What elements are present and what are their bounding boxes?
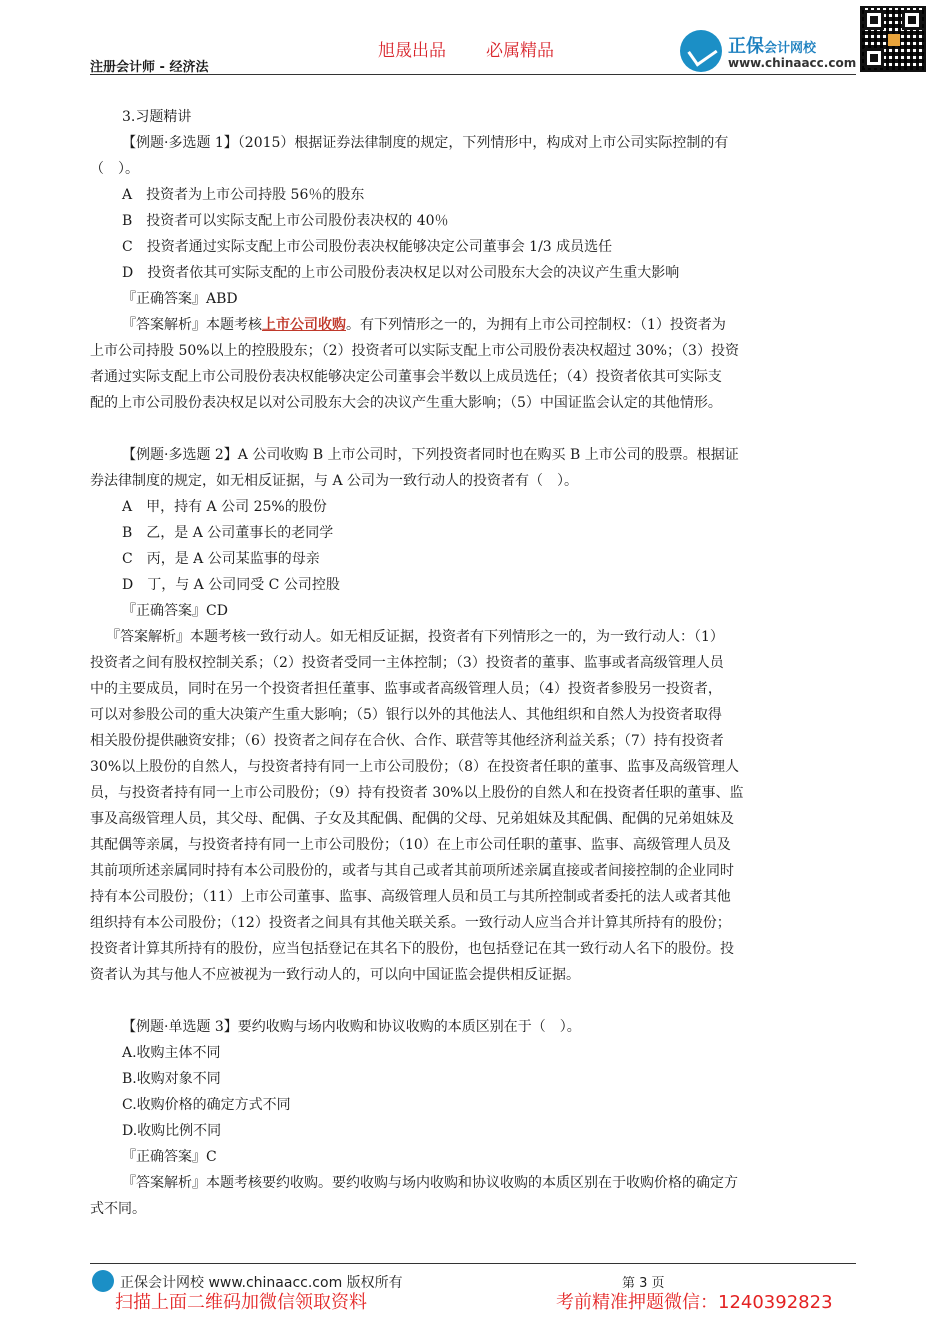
q1-analysis-line: 配的上市公司股份表决权足以对公司股东大会的决议产生重大影响；（5）中国证监会认定的其他情形。 — [90, 395, 722, 411]
q3-option-b: B.收购对象不同 — [122, 1071, 221, 1087]
qr-code-icon — [860, 6, 926, 72]
q2-analysis-line: 中的主要成员，同时在另一个投资者担任董事、监事或者高级管理人员；（4）投资者参股另一投资者， — [90, 681, 722, 697]
header-divider — [90, 74, 856, 75]
q1-option-d: D 投资者依其可实际支配的上市公司股份表决权足以对公司股东大会的决议产生重大影响 — [122, 265, 680, 281]
q2-analysis-line: 组织持有本公司股份；（12）投资者之间具有其他关联关系。一致行动人应当合并计算其所持有的股份； — [90, 915, 731, 931]
q2-analysis-line: 相关股份提供融资安排；（6）投资者之间存在合伙、合作、联营等其他经济利益关系；（7）持有投资者 — [90, 733, 724, 749]
slogan-1: 旭晟出品 — [378, 41, 446, 61]
q1-analysis: 『答案解析』本题考核上市公司收购。有下列情形之一的，为拥有上市公司控制权：（1）投资者为 — [122, 317, 726, 333]
q2-analysis-line: 30%以上股份的自然人，与投资者持有同一上市公司股份；（8）在投资者任职的董事、监事及高级管理人 — [90, 759, 740, 775]
q1-analysis-line: 上市公司持股 50%以上的控股股东；（2）投资者可以实际支配上市公司股份表决权超过 30%；（3）投资 — [90, 343, 739, 359]
q3-option-d: D.收购比例不同 — [122, 1123, 222, 1139]
q2-stem: 【例题·多选题 2】A 公司收购 B 上市公司时，下列投资者同时也在购买 B 上市公司的股票。根据证 — [122, 447, 739, 463]
footer-logo-icon — [92, 1270, 114, 1292]
brand-sub: 会计网校 — [764, 41, 817, 56]
promo-right: 考前精准押题微信：1240392823 — [556, 1292, 833, 1313]
q2-analysis-line: 持有本公司股份；（11）上市公司董事、监事、高级管理人员和员工与其所控制或者委托的法人或者其他 — [90, 889, 731, 905]
promo-left: 扫描上面二维码加微信领取资料 — [115, 1292, 367, 1313]
q2-stem-cont: 券法律制度的规定，如无相反证据，与 A 公司为一致行动人的投资者有（ ）。 — [90, 473, 579, 489]
q2-analysis-line: 资者认为其与他人不应被视为一致行动人的，可以向中国证监会提供相反证据。 — [90, 967, 580, 983]
q2-analysis-line: 『答案解析』本题考核一致行动人。如无相反证据，投资者有下列情形之一的，为一致行动人：（1） — [106, 629, 724, 645]
q1-stem-cont: （ ）。 — [90, 161, 139, 177]
q1-option-c: C 投资者通过实际支配上市公司股份表决权能够决定公司董事会 1/3 成员选任 — [122, 239, 613, 255]
q3-analysis-line: 『答案解析』本题考核要约收购。要约收购与场内收购和协议收购的本质区别在于收购价格的确定方 — [122, 1175, 738, 1191]
q1-stem: 【例题·多选题 1】（2015）根据证券法律制度的规定，下列情形中，构成对上市公司实际控制的有 — [122, 135, 729, 151]
q2-analysis-line: 可以对参股公司的重大决策产生重大影响；（5）银行以外的其他法人、其他组织和自然人为投资者取得 — [90, 707, 722, 723]
q3-option-a: A.收购主体不同 — [122, 1045, 221, 1061]
section-heading: 3.习题精讲 — [122, 109, 192, 125]
document-body — [90, 104, 858, 1222]
brand-url: www.chinaacc.com — [728, 56, 857, 70]
q2-option-a: A 甲，持有 A 公司 25%的股份 — [122, 499, 327, 515]
q1-option-a: A 投资者为上市公司持股 56％的股东 — [122, 187, 365, 203]
slogan-2: 必属精品 — [486, 41, 554, 61]
topic-link[interactable]: 上市公司收购 — [262, 317, 346, 333]
q2-analysis-line: 投资者计算其所持有的股份，应当包括登记在其名下的股份，也包括登记在其一致行动人名下的股份。投 — [90, 941, 734, 957]
header-slogan — [378, 36, 594, 61]
q2-analysis-line: 其配偶等亲属，与投资者持有同一上市公司股份；（10）在上市公司任职的董事、监事、高级管理人员及 — [90, 837, 731, 853]
q2-analysis-line: 员，与投资者持有同一上市公司股份；（9）持有投资者 30%以上股份的自然人和在投资者任职的董事、监 — [90, 785, 744, 801]
footer-copyright: 正保会计网校 www.chinaacc.com 版权所有 — [120, 1275, 403, 1291]
q2-analysis-line: 其前项所述亲属同时持有本公司股份的，或者与其自己或者其前项所述亲属直接或者间接控制的企业同时 — [90, 863, 734, 879]
q1-answer: 『正确答案』ABD — [122, 291, 238, 307]
q3-answer: 『正确答案』C — [122, 1149, 217, 1165]
q3-analysis-line: 式不同。 — [90, 1201, 146, 1217]
q2-analysis-line: 事及高级管理人员，其父母、配偶、子女及其配偶、配偶的父母、兄弟姐妹及其配偶、配偶的兄弟姐妹及 — [90, 811, 734, 827]
brand-logo — [680, 30, 860, 74]
q2-option-b: B 乙，是 A 公司董事长的老同学 — [122, 525, 334, 541]
q1-option-b: B 投资者可以实际支配上市公司股份表决权的 40％ — [122, 213, 449, 229]
q2-answer: 『正确答案』CD — [122, 603, 228, 619]
q2-analysis-line: 投资者之间有股权控制关系；（2）投资者受同一主体控制；（3）投资者的董事、监事或者高级管理人员 — [90, 655, 724, 671]
q2-option-d: D 丁，与 A 公司同受 C 公司控股 — [122, 577, 340, 593]
q3-option-c: C.收购价格的确定方式不同 — [122, 1097, 291, 1113]
page-number: 第 3 页 — [622, 1276, 665, 1291]
course-title: 注册会计师 - 经济法 — [90, 60, 209, 75]
brand-logo-icon — [680, 30, 722, 72]
q1-analysis-line: 者通过实际支配上市公司股份表决权能够决定公司董事会半数以上成员选任；（4）投资者依其可实际支 — [90, 369, 722, 385]
q2-option-c: C 丙，是 A 公司某监事的母亲 — [122, 551, 320, 567]
footer-divider — [90, 1263, 856, 1264]
q3-stem: 【例题·单选题 3】要约收购与场内收购和协议收购的本质区别在于（ ）。 — [122, 1019, 581, 1035]
brand-name: 正保 — [728, 36, 764, 57]
